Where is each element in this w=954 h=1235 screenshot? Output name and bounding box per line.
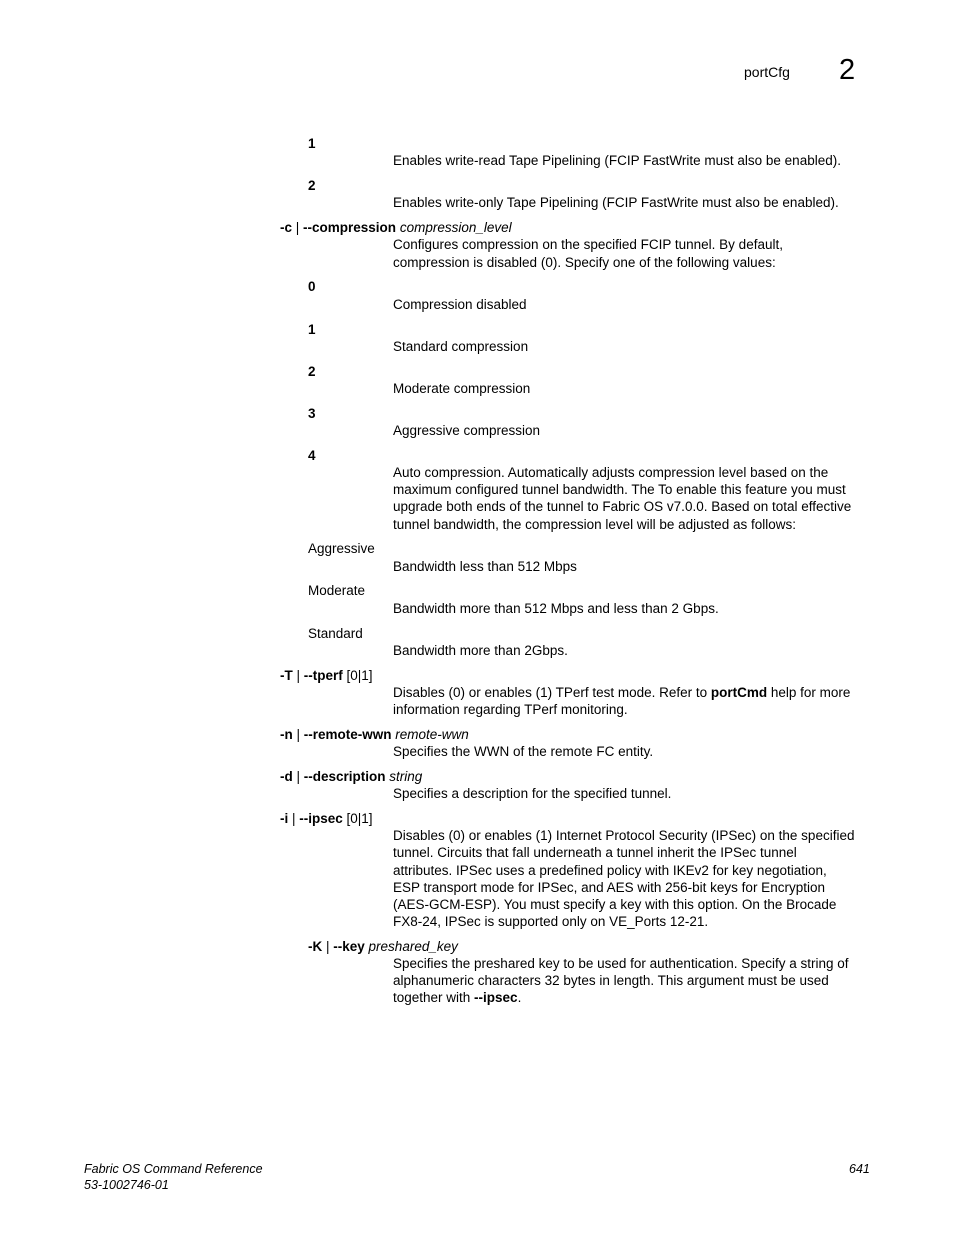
option-description-line: Specifies the WWN of the remote FC entity.: [393, 744, 654, 759]
option-argument: string: [389, 769, 423, 784]
value-description-line: Auto compression. Automatically adjusts compression level based on the: [393, 465, 829, 480]
option-ipsec: [280, 810, 373, 827]
option-separator: |: [288, 811, 300, 826]
option-key: [308, 938, 458, 955]
option-separator: |: [322, 939, 334, 954]
option-argument: remote-wwn: [395, 727, 469, 742]
description-text: Disables (0) or enables (1) TPerf test mode. Refer to: [393, 685, 711, 700]
value-description-line: upgrade both ends of the tunnel to Fabric OS v7.0.0. Based on total effective: [393, 499, 852, 514]
value-description-line: tunnel bandwidth, the compression level will be adjusted as follows:: [393, 517, 796, 532]
value-description-line: maximum configured tunnel bandwidth. The To enable this feature you must: [393, 482, 846, 497]
option-description-line: Configures compression on the specified FCIP tunnel. By default,: [393, 237, 783, 252]
option-compression: [280, 219, 512, 236]
option-argument: compression_level: [399, 220, 512, 235]
option-remote-wwn: [280, 726, 469, 743]
option-description-line: [393, 684, 850, 701]
option-description-line: tunnel. Circuits that fall underneath a tunnel inherit the IPSec tunnel: [393, 845, 797, 860]
option-flag-short: -T: [280, 668, 293, 683]
value-term: 1: [308, 136, 316, 151]
auto-level-description: Bandwidth less than 512 Mbps: [393, 559, 577, 574]
auto-level-name: Moderate: [308, 583, 366, 598]
option-description-line: [393, 989, 521, 1006]
auto-level-description: Bandwidth more than 2Gbps.: [393, 643, 568, 658]
option-separator: |: [292, 727, 304, 742]
description-text: .: [517, 990, 522, 1005]
auto-level-name: Aggressive: [308, 541, 375, 556]
option-description-line: attributes. IPSec uses a predefined policy with IKEv2 for key negotiation,: [393, 863, 827, 878]
option-separator: |: [292, 668, 304, 683]
value-description: Standard compression: [393, 339, 529, 354]
option-description-line: Disables (0) or enables (1) Internet Protocol Security (IPSec) on the specified: [393, 828, 855, 843]
option-description-line: alphanumeric characters 32 bytes in length. This argument must be used: [393, 973, 829, 988]
value-term: 2: [308, 178, 316, 193]
command-reference: portCmd: [710, 685, 768, 700]
value-term: 3: [308, 406, 316, 421]
description-text: together with: [393, 990, 475, 1005]
auto-level-description: Bandwidth more than 512 Mbps and less than 2 Gbps.: [393, 601, 719, 616]
option-argument: [0|1]: [342, 668, 373, 683]
option-flag-long: --compression: [303, 220, 397, 235]
value-term: 0: [308, 279, 316, 294]
option-tperf: [280, 667, 373, 684]
option-flag-short: -K: [308, 939, 323, 954]
option-description-line: compression is disabled (0). Specify one of the following values:: [393, 255, 776, 270]
footer-page-number: 641: [849, 1162, 870, 1176]
value-description: Moderate compression: [393, 381, 531, 396]
option-flag-long: --tperf: [303, 668, 343, 683]
option-separator: |: [292, 220, 304, 235]
option-flag-short: -c: [280, 220, 293, 235]
value-description: Enables write-only Tape Pipelining (FCIP FastWrite must also be enabled).: [393, 195, 839, 210]
option-argument: [0|1]: [342, 811, 373, 826]
option-reference: --ipsec: [474, 990, 518, 1005]
footer-book-title: Fabric OS Command Reference: [84, 1162, 263, 1176]
option-flag-long: --ipsec: [299, 811, 343, 826]
running-header-title: portCfg: [744, 64, 790, 80]
chapter-number: 2: [839, 54, 856, 86]
value-description: Aggressive compression: [393, 423, 541, 438]
value-description: Enables write-read Tape Pipelining (FCIP FastWrite must also be enabled).: [393, 153, 841, 168]
option-description-line: Specifies a description for the specified tunnel.: [393, 786, 672, 801]
option-description-line: ESP transport mode for IPSec, and AES with 256-bit keys for Encryption: [393, 880, 825, 895]
option-flag-long: --key: [333, 939, 365, 954]
value-term: 2: [308, 364, 316, 379]
footer-doc-number: 53-1002746-01: [84, 1178, 169, 1192]
option-description-line: information regarding TPerf monitoring.: [393, 702, 628, 717]
option-flag-long: --description: [303, 769, 386, 784]
option-flag-short: -i: [280, 811, 289, 826]
auto-level-name: Standard: [308, 626, 363, 641]
option-description-line: FX8-24, IPSec is supported only on VE_Ports 12-21.: [393, 914, 709, 929]
value-description: Compression disabled: [393, 297, 527, 312]
option-separator: |: [292, 769, 304, 784]
option-description-line: Specifies the preshared key to be used for authentication. Specify a string of: [393, 956, 849, 971]
option-argument: preshared_key: [368, 939, 458, 954]
option-flag-short: -d: [280, 769, 293, 784]
option-flag-long: --remote-wwn: [303, 727, 392, 742]
option-flag-short: -n: [280, 727, 293, 742]
description-text: help for more: [767, 685, 851, 700]
value-term: 4: [308, 448, 316, 463]
option-description-line: (AES-GCM-ESP). You must specify a key with this option. On the Brocade: [393, 897, 837, 912]
option-description: [280, 768, 422, 785]
value-term: 1: [308, 322, 316, 337]
